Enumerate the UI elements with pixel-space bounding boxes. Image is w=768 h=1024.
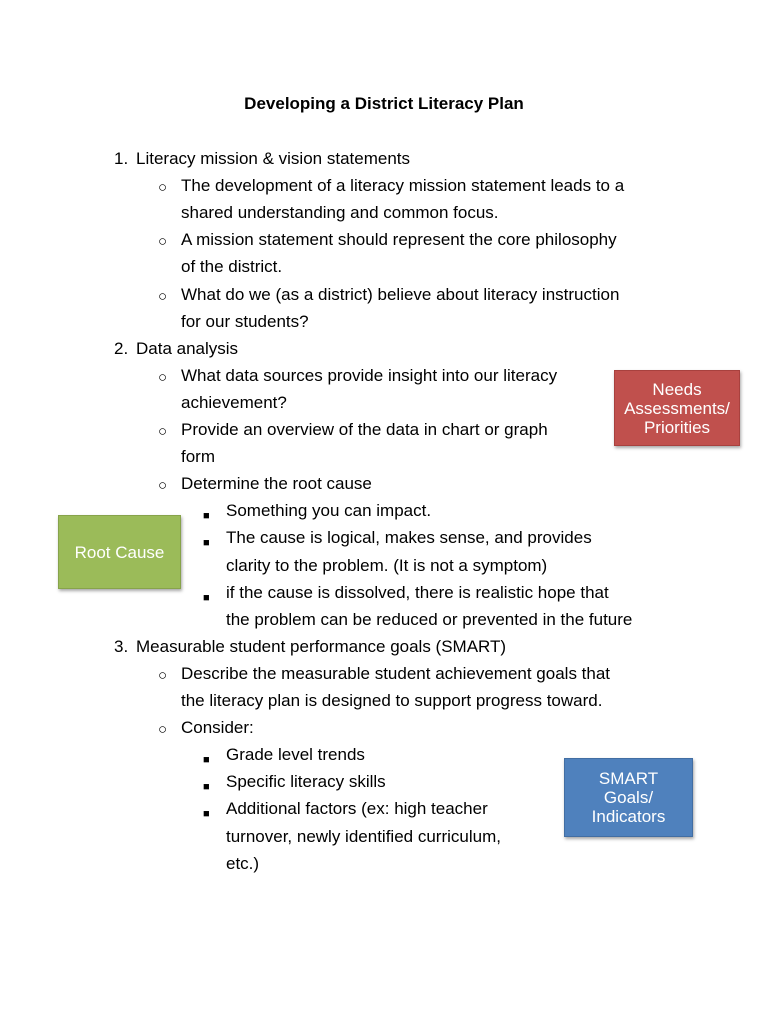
hollow-circle-bullet-icon: ○ — [158, 368, 168, 386]
sub-bullet-text: Specific literacy skills — [226, 772, 386, 792]
bullet-text: What do we (as a district) believe about literacy instruction — [181, 284, 620, 304]
sub-bullet-text: etc.) — [226, 853, 260, 873]
bullet-text: the literacy plan is designed to support progress toward. — [181, 691, 603, 710]
square-bullet-icon: ■ — [203, 591, 210, 604]
section-heading: Literacy mission & vision statements — [136, 149, 410, 168]
callout-line: SMART — [598, 769, 659, 788]
square-bullet-icon: ■ — [203, 510, 210, 523]
hollow-circle-bullet-icon: ○ — [158, 666, 168, 684]
section-heading: Data analysis — [136, 338, 239, 358]
bullet-text: achievement? — [181, 392, 287, 412]
bullet-text: The development of a literacy mission statement leads to a — [181, 176, 625, 196]
bullet-text: form — [181, 447, 215, 467]
hollow-circle-bullet-icon: ○ — [158, 179, 168, 197]
sub-bullet-text: the problem can be reduced or prevented in the future — [226, 609, 633, 629]
sub-bullet-text: The cause is logical, makes sense, and provides — [226, 528, 592, 548]
bullet-text: Provide an overview of the data in chart or graph — [181, 420, 548, 439]
sub-bullet-text: turnover, newly identified curriculum, — [226, 826, 501, 846]
bullet-text: for our students? — [181, 311, 309, 331]
callout-line: Assessments/ — [624, 398, 730, 418]
hollow-circle-bullet-icon: ○ — [158, 287, 168, 305]
bullet-text: A mission statement should represent the core philosophy — [181, 230, 617, 250]
callout-line: Needs — [652, 379, 702, 399]
square-bullet-icon: ■ — [203, 781, 210, 794]
root-cause-callout — [58, 515, 181, 589]
square-bullet-icon: ■ — [203, 537, 210, 550]
callout-line: Priorities — [643, 417, 711, 437]
bullet-text: Describe the measurable student achievement goals that — [181, 663, 611, 683]
sub-bullet-text: Additional factors (ex: high teacher — [226, 799, 488, 819]
callout-line: Root Cause — [74, 542, 165, 562]
hollow-circle-bullet-icon: ○ — [158, 721, 168, 739]
hollow-circle-bullet-icon: ○ — [158, 233, 168, 251]
hollow-circle-bullet-icon: ○ — [158, 477, 168, 495]
sub-bullet-text: Grade level trends — [226, 745, 365, 765]
smart-goals-callout — [564, 758, 693, 837]
sub-bullet-text: Something you can impact. — [226, 501, 432, 521]
section-number: 2. — [114, 338, 129, 358]
callout-line: Indicators — [591, 807, 666, 826]
callout-line: Goals/ — [603, 788, 654, 807]
section-heading: Measurable student performance goals (SMART) — [136, 636, 507, 656]
bullet-text: of the district. — [181, 257, 283, 277]
sub-bullet-text: clarity to the problem. (It is not a symptom) — [226, 555, 548, 575]
section-number: 3. — [114, 636, 129, 656]
section-number: 1. — [114, 149, 129, 168]
square-bullet-icon: ■ — [203, 754, 210, 767]
sub-bullet-text: if the cause is dissolved, there is realistic hope that — [226, 582, 609, 602]
bullet-text: Determine the root cause — [181, 474, 372, 494]
needs-assessments-callout — [614, 370, 740, 446]
bullet-text: Consider: — [181, 718, 254, 738]
bullet-text: What data sources provide insight into our literacy — [181, 365, 558, 385]
square-bullet-icon: ■ — [203, 808, 210, 821]
hollow-circle-bullet-icon: ○ — [158, 423, 168, 440]
bullet-text: shared understanding and common focus. — [181, 203, 499, 223]
page-title: Developing a District Literacy Plan — [244, 94, 524, 113]
